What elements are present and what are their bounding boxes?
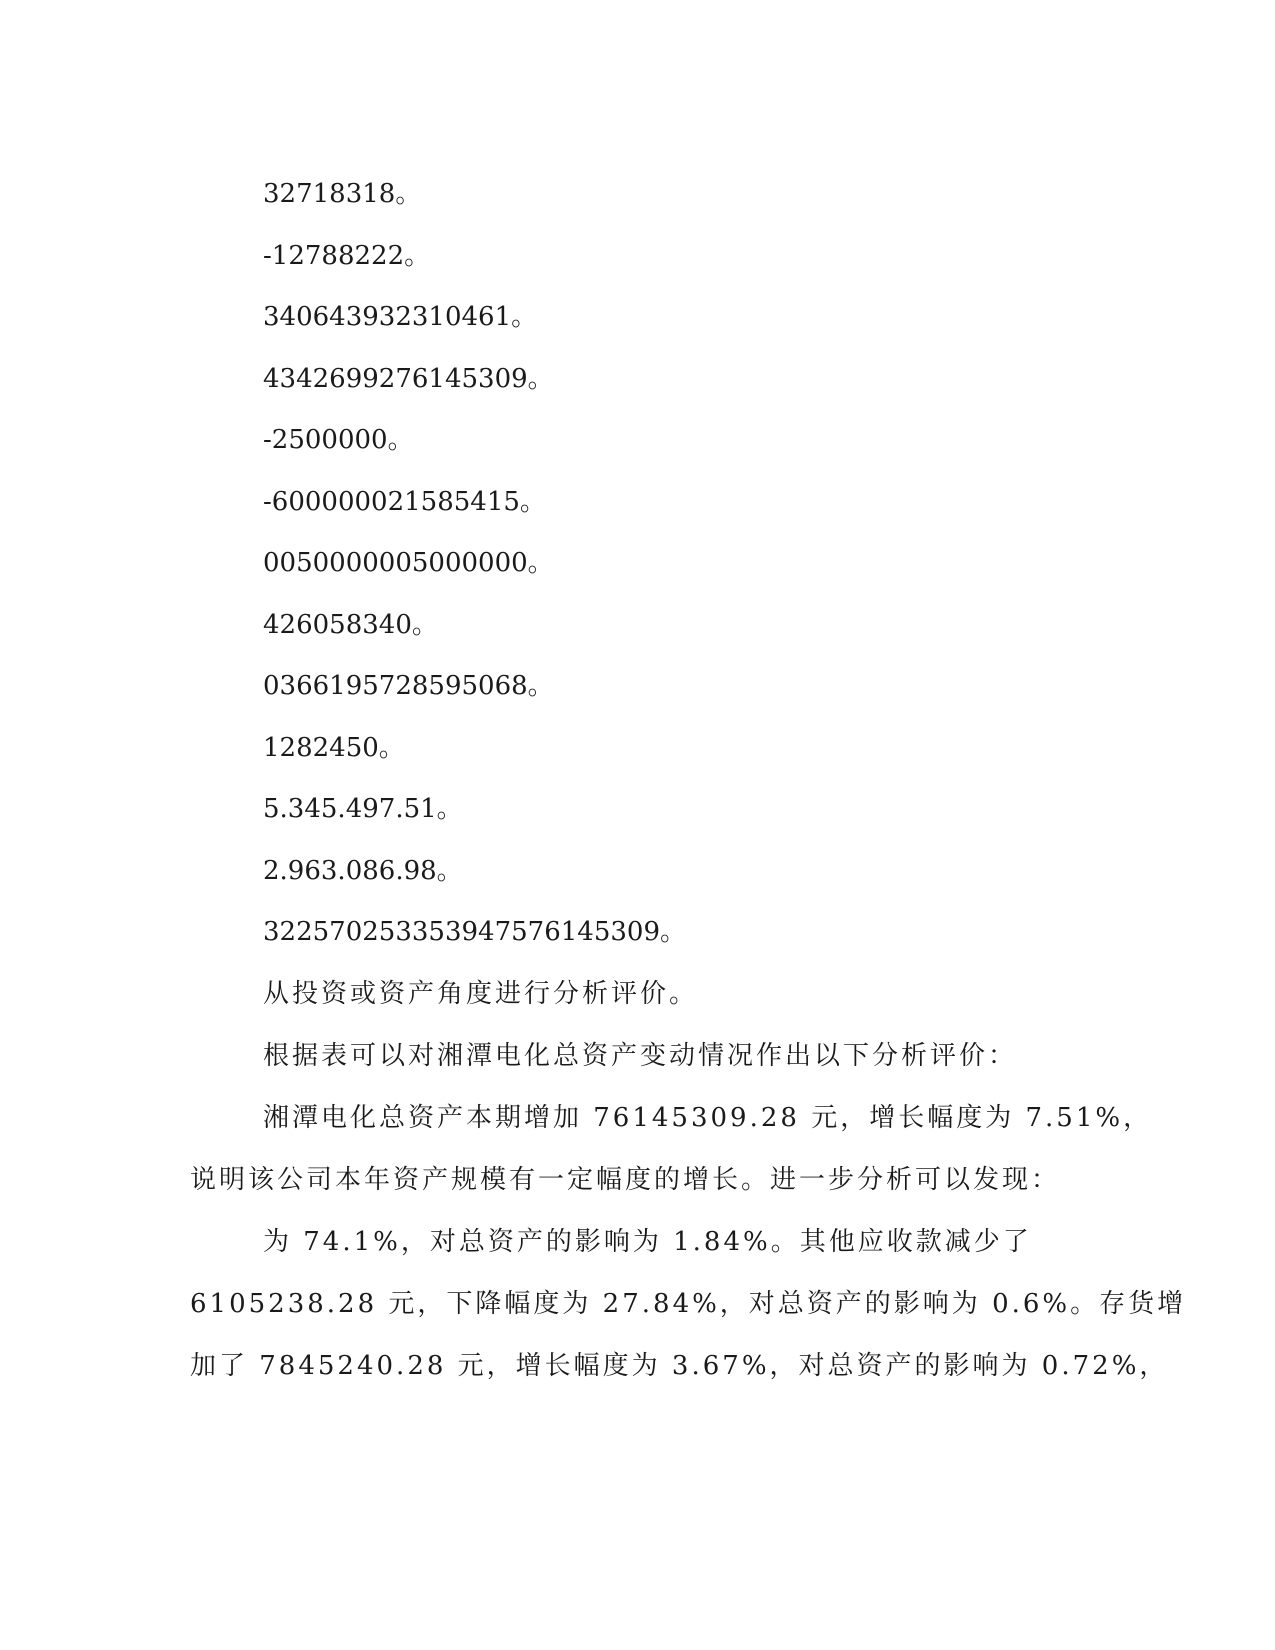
section-heading: 从投资或资产角度进行分析评价。 [263, 979, 699, 1009]
paragraph-total-assets [190, 1087, 1153, 1211]
number-line: 5.345.497.51。 [263, 794, 463, 824]
number-line: -600000021585415。 [263, 486, 546, 517]
paragraph-line: 6105238.28 元，下降幅度为 27.84%，对总资产的影响为 0.6%。存货增 [190, 1289, 1187, 1319]
number-line: 340643932310461。 [263, 302, 538, 332]
number-line: -12788222。 [263, 240, 431, 271]
paragraph-line: 说明该公司本年资产规模有一定幅度的增长。进一步分析可以发现： [190, 1165, 1061, 1195]
paragraph-asset-changes [190, 1211, 1187, 1397]
number-list [263, 164, 1123, 964]
number-line: 426058340。 [263, 609, 438, 640]
number-line: 4342699276145309。 [263, 363, 554, 394]
intro-paragraph: 根据表可以对湘潭电化总资产变动情况作出以下分析评价： [263, 1041, 1018, 1071]
paragraph-line: 湘潭电化总资产本期增加 76145309.28 元，增长幅度为 7.51%， [263, 1103, 1153, 1133]
number-line: 322570253353947576145309。 [263, 917, 687, 947]
number-line: -2500000。 [263, 425, 414, 455]
paragraph-line: 加了 7845240.28 元，增长幅度为 3.67%，对总资产的影响为 0.72%， [190, 1351, 1169, 1381]
number-line: 0366195728595068。 [263, 671, 554, 701]
paragraph-line: 为 74.1%，对总资产的影响为 1.84%。其他应收款减少了 [263, 1227, 1032, 1257]
number-line: 0050000005000000。 [263, 548, 554, 578]
number-line: 2.963.086.98。 [263, 855, 463, 886]
analysis-text [190, 963, 1187, 1397]
number-line: 32718318。 [263, 179, 422, 209]
number-line: 1282450。 [263, 732, 405, 763]
